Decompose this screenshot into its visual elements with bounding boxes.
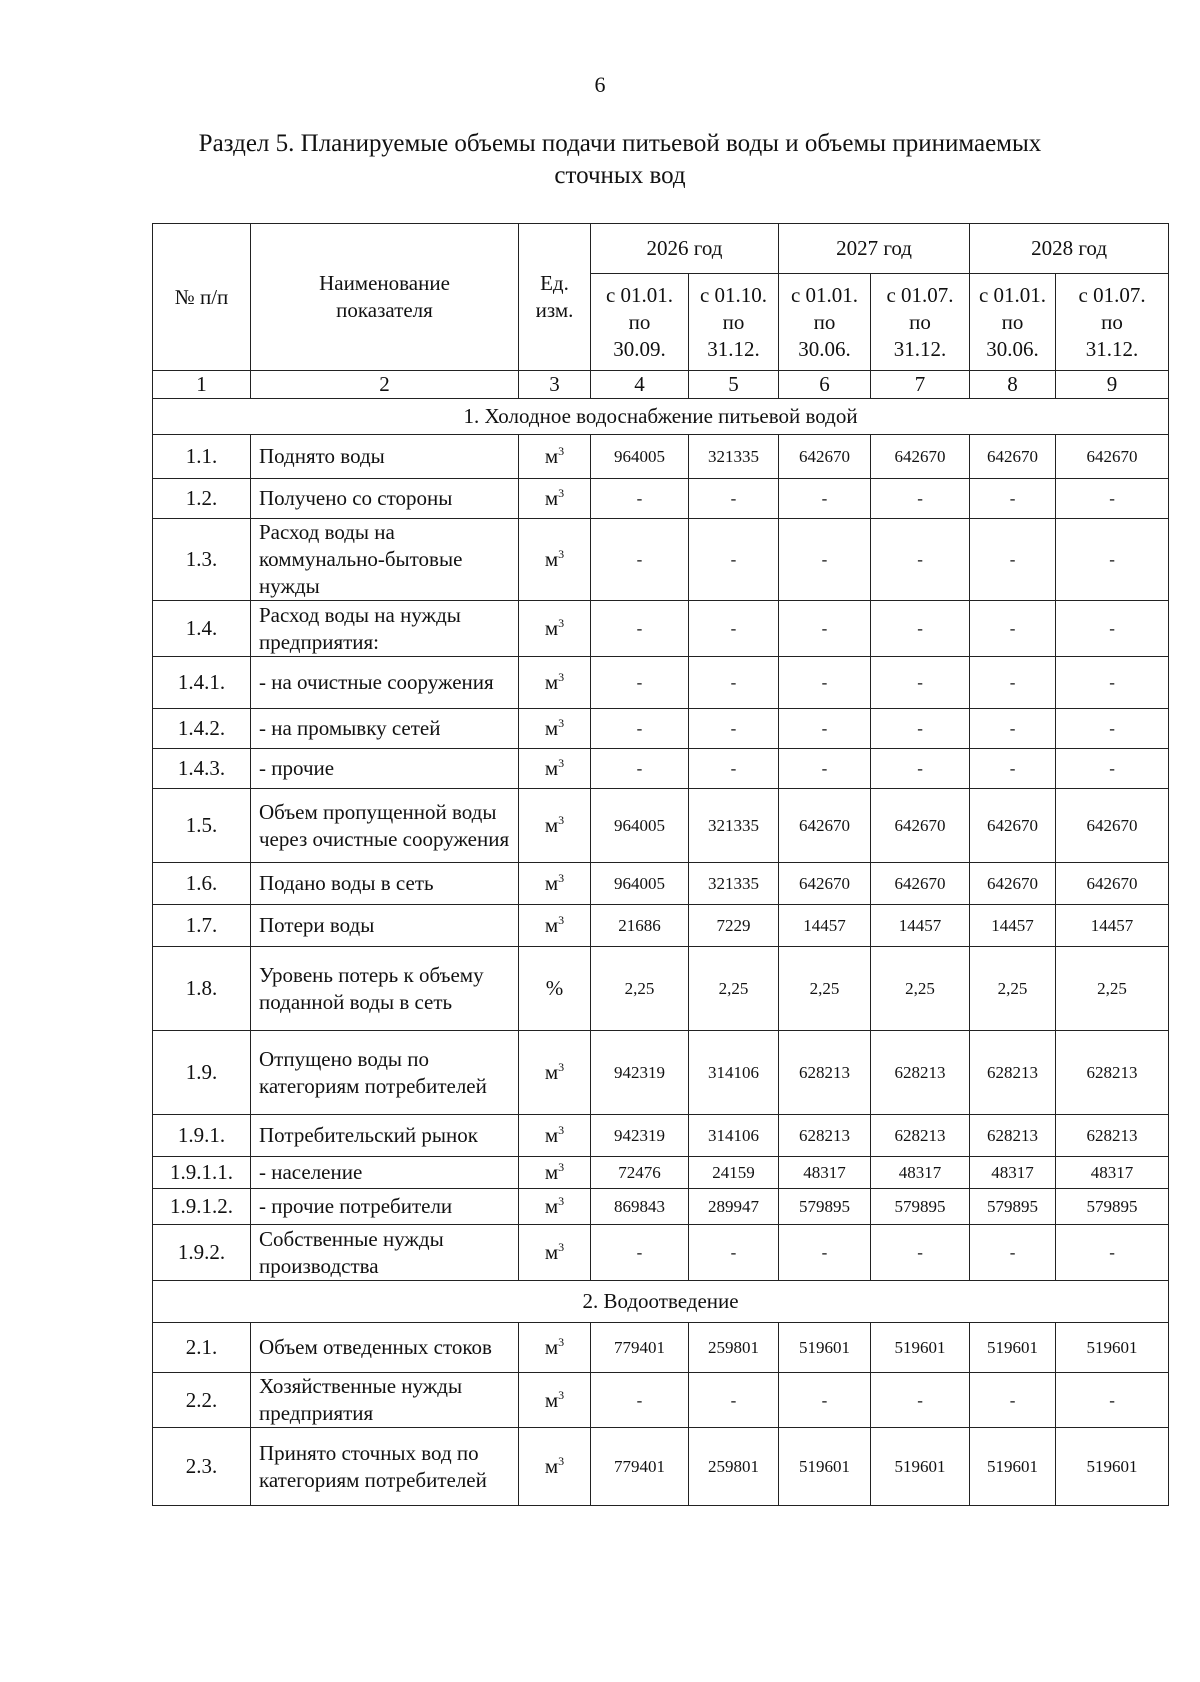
table-body [153, 224, 1169, 1506]
header-unit-line-1: Ед. [540, 271, 569, 295]
value-cell: 628213 [871, 1115, 970, 1157]
value-cell: - [871, 1225, 970, 1281]
unit-exponent: 3 [558, 813, 565, 827]
value-cell: 321335 [689, 863, 779, 905]
value-cell: - [970, 709, 1056, 749]
value-cell: 2,25 [871, 947, 970, 1031]
value-cell: - [970, 1373, 1056, 1428]
value-cell: 642670 [970, 435, 1056, 479]
row-number: 1.5. [153, 789, 251, 863]
value-cell: 579895 [871, 1189, 970, 1225]
value-cell: - [871, 1373, 970, 1428]
value-cell: 321335 [689, 789, 779, 863]
unit-text: м [544, 1454, 559, 1478]
unit-exponent: 3 [558, 486, 565, 500]
value-cell: 628213 [970, 1115, 1056, 1157]
value-cell: - [970, 479, 1056, 519]
value-cell: 519601 [1056, 1428, 1169, 1506]
column-number: 1 [153, 371, 251, 399]
header-unit-line-2: изм. [535, 298, 574, 322]
value-cell: - [970, 601, 1056, 657]
value-cell: - [970, 519, 1056, 601]
row-unit [519, 863, 591, 905]
period-to: 31.12. [893, 336, 947, 361]
header-name-line-1: Наименование [319, 271, 450, 295]
table-row [153, 519, 1169, 601]
value-cell: 942319 [591, 1115, 689, 1157]
row-indicator-name: Подано воды в сеть [251, 863, 519, 905]
row-number: 1.4. [153, 601, 251, 657]
table-row [153, 1428, 1169, 1506]
value-cell: 14457 [779, 905, 871, 947]
row-indicator-name: - прочие [251, 749, 519, 789]
value-cell: 2,25 [1056, 947, 1169, 1031]
value-cell: 2,25 [779, 947, 871, 1031]
table-row [153, 1373, 1169, 1428]
row-unit [519, 1225, 591, 1281]
period-po: по [1101, 309, 1123, 334]
value-cell: 642670 [871, 789, 970, 863]
header-row-years [153, 224, 1169, 274]
value-cell: - [779, 709, 871, 749]
row-number: 1.9. [153, 1031, 251, 1115]
value-cell: 642670 [779, 435, 871, 479]
header-period [779, 274, 871, 371]
period-from: с 01.01. [978, 282, 1047, 307]
row-indicator-name: Отпущено воды по категориям потребителей [251, 1031, 519, 1115]
section-title: 1. Холодное водоснабжение питьевой водой [153, 399, 1169, 435]
unit-exponent: 3 [558, 1060, 565, 1074]
value-cell: 519601 [970, 1323, 1056, 1373]
row-indicator-name: Потери воды [251, 905, 519, 947]
value-cell: 14457 [1056, 905, 1169, 947]
row-number: 1.3. [153, 519, 251, 601]
row-indicator-name: - прочие потребители [251, 1189, 519, 1225]
row-number: 1.4.2. [153, 709, 251, 749]
row-number: 1.6. [153, 863, 251, 905]
unit-exponent: 3 [558, 1160, 565, 1174]
period-to: 30.06. [798, 336, 851, 361]
value-cell: 314106 [689, 1031, 779, 1115]
row-unit [519, 709, 591, 749]
unit-text: % [545, 976, 564, 1000]
row-indicator-name: Уровень потерь к объему поданной воды в сеть [251, 947, 519, 1031]
value-cell: - [779, 657, 871, 709]
header-period [591, 274, 689, 371]
value-cell: - [689, 519, 779, 601]
unit-text: м [544, 871, 559, 895]
row-unit [519, 519, 591, 601]
value-cell: 628213 [779, 1115, 871, 1157]
row-number: 2.1. [153, 1323, 251, 1373]
value-cell: 869843 [591, 1189, 689, 1225]
value-cell: 779401 [591, 1323, 689, 1373]
value-cell: 14457 [970, 905, 1056, 947]
table-row [153, 709, 1169, 749]
row-unit [519, 1323, 591, 1373]
period-po: по [628, 309, 651, 334]
unit-text: м [544, 486, 559, 510]
period-to: 31.12. [1085, 336, 1139, 361]
value-cell: - [591, 749, 689, 789]
row-indicator-name: Получено со стороны [251, 479, 519, 519]
value-cell: - [1056, 657, 1169, 709]
value-cell: 14457 [871, 905, 970, 947]
table-row [153, 479, 1169, 519]
value-cell: 48317 [779, 1157, 871, 1189]
value-cell: - [689, 479, 779, 519]
row-unit [519, 1115, 591, 1157]
period-from: с 01.07. [886, 282, 954, 307]
row-indicator-name: Потребительский рынок [251, 1115, 519, 1157]
header-period [689, 274, 779, 371]
value-cell: - [871, 519, 970, 601]
table-row [153, 1323, 1169, 1373]
column-number: 5 [689, 371, 779, 399]
row-unit [519, 657, 591, 709]
column-number: 8 [970, 371, 1056, 399]
unit-text: м [544, 716, 559, 740]
unit-text: м [544, 1123, 559, 1147]
period-from: с 01.01. [605, 282, 674, 307]
value-cell: - [1056, 1373, 1169, 1428]
value-cell: 628213 [871, 1031, 970, 1115]
row-unit [519, 1373, 591, 1428]
value-cell: 519601 [871, 1323, 970, 1373]
value-cell: 642670 [779, 789, 871, 863]
unit-text: м [544, 670, 559, 694]
value-cell: - [591, 1225, 689, 1281]
unit-text: м [544, 756, 559, 780]
row-unit [519, 947, 591, 1031]
table-row [153, 601, 1169, 657]
section-row [153, 399, 1169, 435]
section-row [153, 1281, 1169, 1323]
value-cell: 964005 [591, 435, 689, 479]
row-number: 1.1. [153, 435, 251, 479]
unit-exponent: 3 [558, 871, 565, 885]
column-number: 4 [591, 371, 689, 399]
row-indicator-name: Принято сточных вод по категориям потребителей [251, 1428, 519, 1506]
page-title [150, 128, 1090, 192]
value-cell: - [689, 1225, 779, 1281]
unit-text: м [544, 913, 559, 937]
unit-exponent: 3 [558, 1194, 565, 1208]
value-cell: - [871, 601, 970, 657]
value-cell: - [779, 479, 871, 519]
value-cell: - [1056, 479, 1169, 519]
column-number: 3 [519, 371, 591, 399]
value-cell: 48317 [970, 1157, 1056, 1189]
row-number: 1.7. [153, 905, 251, 947]
section-title: 2. Водоотведение [153, 1281, 1169, 1323]
value-cell: 942319 [591, 1031, 689, 1115]
row-number: 1.9.2. [153, 1225, 251, 1281]
header-year-2027: 2027 год [779, 224, 970, 274]
period-po: по [1001, 309, 1024, 334]
unit-text: м [544, 547, 559, 571]
header-period [871, 274, 970, 371]
row-indicator-name: Хозяйственные нужды предприятия [251, 1373, 519, 1428]
column-numbers-row [153, 371, 1169, 399]
period-po: по [722, 309, 745, 334]
value-cell: 579895 [970, 1189, 1056, 1225]
value-cell: - [591, 479, 689, 519]
value-cell: 519601 [779, 1323, 871, 1373]
header-num: № п/п [153, 224, 251, 371]
row-number: 2.2. [153, 1373, 251, 1428]
value-cell: 259801 [689, 1428, 779, 1506]
value-cell: - [1056, 709, 1169, 749]
value-cell: 72476 [591, 1157, 689, 1189]
unit-exponent: 3 [558, 1240, 565, 1254]
column-number: 9 [1056, 371, 1169, 399]
table-row [153, 749, 1169, 789]
row-indicator-name: - на промывку сетей [251, 709, 519, 749]
value-cell: 579895 [779, 1189, 871, 1225]
period-from: с 01.10. [699, 282, 768, 307]
value-cell: - [779, 519, 871, 601]
unit-exponent: 3 [558, 444, 565, 458]
period-to: 30.06. [986, 336, 1039, 361]
value-cell: - [591, 519, 689, 601]
row-unit [519, 905, 591, 947]
value-cell: 779401 [591, 1428, 689, 1506]
table-row [153, 1031, 1169, 1115]
value-cell: - [970, 1225, 1056, 1281]
row-number: 1.2. [153, 479, 251, 519]
unit-exponent: 3 [558, 1387, 565, 1402]
value-cell: 519601 [970, 1428, 1056, 1506]
value-cell: 519601 [1056, 1323, 1169, 1373]
row-indicator-name: - на очистные сооружения [251, 657, 519, 709]
unit-exponent: 3 [558, 716, 565, 730]
value-cell: 24159 [689, 1157, 779, 1189]
row-unit [519, 601, 591, 657]
value-cell: 642670 [1056, 789, 1169, 863]
header-unit [519, 224, 591, 371]
value-cell: 579895 [1056, 1189, 1169, 1225]
row-indicator-name: Расход воды на нужды предприятия: [251, 601, 519, 657]
table-row [153, 435, 1169, 479]
period-to: 31.12. [707, 336, 760, 361]
value-cell: - [1056, 1225, 1169, 1281]
table-row [153, 789, 1169, 863]
value-cell: - [970, 749, 1056, 789]
header-period [1056, 274, 1169, 371]
value-cell: - [1056, 601, 1169, 657]
unit-exponent: 3 [558, 756, 565, 770]
unit-text: м [544, 444, 559, 468]
period-to: 30.09. [613, 336, 666, 361]
unit-exponent: 3 [558, 670, 565, 684]
table-row [153, 947, 1169, 1031]
value-cell: 519601 [779, 1428, 871, 1506]
unit-text: м [544, 1060, 559, 1084]
row-number: 1.9.1.1. [153, 1157, 251, 1189]
value-cell: - [689, 657, 779, 709]
row-number: 1.9.1. [153, 1115, 251, 1157]
value-cell: 628213 [1056, 1031, 1169, 1115]
row-number: 1.4.3. [153, 749, 251, 789]
title-line-1: Раздел 5. Планируемые объемы подачи питьевой воды и объемы принимаемых [198, 130, 1042, 157]
value-cell: 289947 [689, 1189, 779, 1225]
value-cell: 642670 [871, 863, 970, 905]
value-cell: - [689, 709, 779, 749]
title-line-2: сточных вод [554, 162, 686, 189]
row-unit [519, 1428, 591, 1506]
row-unit [519, 435, 591, 479]
table-row [153, 905, 1169, 947]
unit-exponent: 3 [558, 913, 565, 927]
value-cell: - [689, 601, 779, 657]
value-cell: 519601 [871, 1428, 970, 1506]
period-from: с 01.01. [790, 282, 859, 307]
value-cell: - [689, 1373, 779, 1428]
value-cell: - [1056, 519, 1169, 601]
table-row [153, 1157, 1169, 1189]
value-cell: - [591, 657, 689, 709]
header-period [970, 274, 1056, 371]
column-number: 2 [251, 371, 519, 399]
row-unit [519, 1157, 591, 1189]
value-cell: 2,25 [591, 947, 689, 1031]
value-cell: 642670 [779, 863, 871, 905]
row-number: 2.3. [153, 1428, 251, 1506]
value-cell: 642670 [1056, 863, 1169, 905]
row-number: 1.9.1.2. [153, 1189, 251, 1225]
value-cell: - [871, 709, 970, 749]
row-indicator-name: Поднято воды [251, 435, 519, 479]
unit-exponent: 3 [558, 1123, 565, 1137]
period-from: с 01.07. [1078, 282, 1146, 307]
value-cell: - [871, 479, 970, 519]
period-po: по [909, 309, 931, 334]
row-unit [519, 1189, 591, 1225]
unit-text: м [544, 616, 559, 640]
value-cell: 314106 [689, 1115, 779, 1157]
unit-text: м [544, 1387, 559, 1412]
row-indicator-name: - население [251, 1157, 519, 1189]
unit-text: м [544, 1335, 559, 1359]
table-row [153, 657, 1169, 709]
value-cell: - [871, 657, 970, 709]
value-cell: 2,25 [689, 947, 779, 1031]
unit-text: м [544, 1240, 559, 1264]
unit-text: м [544, 1160, 559, 1184]
value-cell: - [871, 749, 970, 789]
value-cell: - [591, 709, 689, 749]
value-cell: 48317 [1056, 1157, 1169, 1189]
value-cell: - [779, 1373, 871, 1428]
value-cell: - [689, 749, 779, 789]
value-cell: 7229 [689, 905, 779, 947]
value-cell: 964005 [591, 863, 689, 905]
table-row [153, 1115, 1169, 1157]
unit-exponent: 3 [558, 547, 565, 561]
row-indicator-name: Объем отведенных стоков [251, 1323, 519, 1373]
value-cell: 259801 [689, 1323, 779, 1373]
value-cell: 642670 [970, 863, 1056, 905]
value-cell: - [779, 601, 871, 657]
unit-exponent: 3 [558, 1335, 565, 1349]
value-cell: 321335 [689, 435, 779, 479]
row-unit [519, 1031, 591, 1115]
header-name [251, 224, 519, 371]
header-year-2026: 2026 год [591, 224, 779, 274]
value-cell: 642670 [871, 435, 970, 479]
value-cell: 48317 [871, 1157, 970, 1189]
header-year-2028: 2028 год [970, 224, 1169, 274]
row-indicator-name: Собственные нужды производства [251, 1225, 519, 1281]
column-number: 7 [871, 371, 970, 399]
unit-text: м [544, 1194, 559, 1218]
water-volumes-table [152, 223, 1169, 1506]
value-cell: - [779, 749, 871, 789]
header-name-line-2: показателя [336, 298, 433, 322]
value-cell: - [591, 601, 689, 657]
row-number: 1.8. [153, 947, 251, 1031]
row-unit [519, 749, 591, 789]
unit-exponent: 3 [558, 616, 565, 630]
row-unit [519, 789, 591, 863]
period-po: по [813, 309, 836, 334]
row-indicator-name: Расход воды на коммунально-бытовые нужды [251, 519, 519, 601]
page-number: 6 [594, 72, 606, 97]
table-row [153, 863, 1169, 905]
unit-exponent: 3 [558, 1454, 565, 1468]
value-cell: 628213 [970, 1031, 1056, 1115]
table-row [153, 1189, 1169, 1225]
value-cell: - [779, 1225, 871, 1281]
value-cell: 642670 [1056, 435, 1169, 479]
value-cell: - [1056, 749, 1169, 789]
column-number: 6 [779, 371, 871, 399]
unit-text: м [544, 813, 559, 837]
value-cell: - [970, 657, 1056, 709]
value-cell: - [591, 1373, 689, 1428]
value-cell: 2,25 [970, 947, 1056, 1031]
row-number: 1.4.1. [153, 657, 251, 709]
table-row [153, 1225, 1169, 1281]
value-cell: 964005 [591, 789, 689, 863]
row-unit [519, 479, 591, 519]
value-cell: 21686 [591, 905, 689, 947]
value-cell: 628213 [1056, 1115, 1169, 1157]
row-indicator-name: Объем пропущенной воды через очистные сооружения [251, 789, 519, 863]
value-cell: 628213 [779, 1031, 871, 1115]
value-cell: 642670 [970, 789, 1056, 863]
